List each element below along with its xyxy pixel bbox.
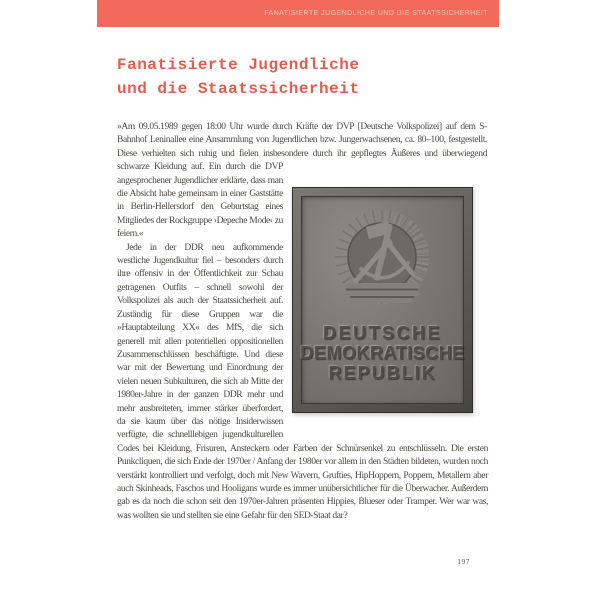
text-wrap-spacer xyxy=(487,121,488,163)
ddr-plaque-photo xyxy=(292,187,473,413)
plaque-inscription-line-2: DEMOKRATISCHE xyxy=(300,343,465,363)
running-header-bar xyxy=(97,0,499,27)
chapter-title-line-2: und die Staatssicherheit xyxy=(117,80,360,98)
ribbon-icon xyxy=(344,283,420,303)
plaque-inscription-line-1: DEUTSCHE xyxy=(322,323,442,343)
plaque-inscription-line-3: REPUBLIK xyxy=(328,363,437,383)
ddr-emblem-icon xyxy=(327,202,437,312)
page-number: 197 xyxy=(457,557,470,566)
running-header-label: FANATISIERTE JUGENDLICHE UND DIE STAATSSICHERHEIT xyxy=(264,10,488,17)
paragraph-1: »Am 09.05.1989 gegen 18:00 Uhr wurde durch Kräfte der DVP [Deutsche Volkspolizei] auf dem S-Bahnhof Leninallee eine Ansammlung von Jugendlichen bzw. Jungerwachsenen, ca. 80–100, festgestellt. Diese verhielten sich ruhig und fielen insbesondere durch ihr gepflegtes Äußeres und überwiegend schwarze Kleidung auf. Ein durch die DVP angesprochener Jugendlicher erklärte, dass man die Absicht habe gemeinsam in einer Gaststätte in Berlin-Hellersdorf den Geburtstag eines Mitgliedes der Rockgruppe ›Depeche Mode‹ zu feiern.« xyxy=(117,122,487,240)
chapter-title-line-1: Fanatisierte Jugendliche xyxy=(117,56,360,74)
photo-float-region xyxy=(283,163,488,435)
paragraph-2: Jede in der DDR neu aufkommende westliche Jugendkultur fiel – besonders durch ihre offensiv in der Öffentlichkeit zur Schau getragenen Outfits – schnell sowohl der Volkspolizei als auch der Staatssicherheit auf. Zuständig für diese Gruppen war die »Hauptabteilung XX« des MfS, die sich generell mit allen potentiellen oppositionellen Zusammenschlüssen beschäftigte. Und diese war mit der Bewertung und Einordnung der vielen neuen Subkulturen, die sich ab Mitte der 1980er-Jahre in der ganzen DDR mehr und mehr ausbreiteten, immer stärker überfordert, da sie kaum über das nötige Insiderwissen verfügte, die schnelllebigen jugendkulturellen Codes bei Kleidung, Frisuren, Ansteckern oder Farben der Schnürsenkel zu entschlüsseln. Die ersten Punkcliquen, die sich Ende der 1970er / Anfang der 1980er vor allem in den Städten bildeten, wurden noch verstärkt kontrolliert und verfolgt, doch mit New Wavern, Grufties, HipHoppern, Poppern, Metallern aber auch Skinheads, Faschos und Hooligans wurde es immer unübersichtlicher für die Überwacher. Außerdem gab es da noch die schon seit den 1970er-Jahren präsenten Hippies, Blueser oder Tramper. Wer war was, was wollten sie und stellten sie eine Gefahr für den SED-Staat dar? xyxy=(117,242,488,521)
body-text xyxy=(117,121,488,523)
chapter-title xyxy=(117,53,359,101)
